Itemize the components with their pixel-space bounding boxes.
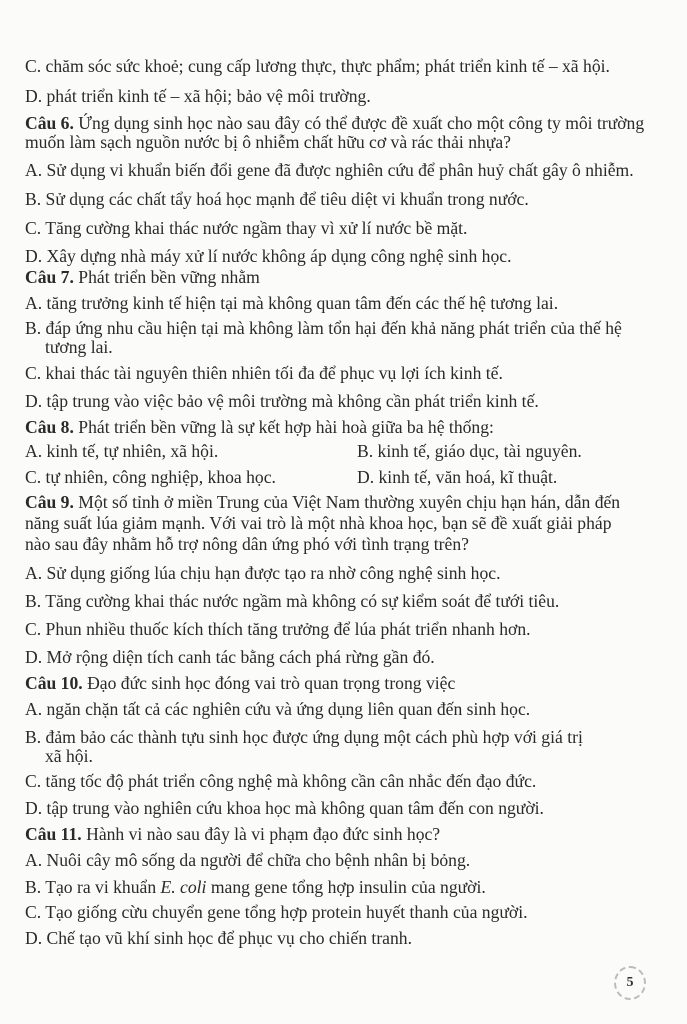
question-label: Câu 9. xyxy=(25,492,74,512)
question-7-stem xyxy=(25,267,260,287)
option-b: B. Sử dụng các chất tẩy hoá học mạnh để tiêu diệt vi khuẩn trong nước. xyxy=(25,189,529,209)
option-d: D. tập trung vào nghiên cứu khoa học mà không quan tâm đến con người. xyxy=(25,798,544,818)
question-8-stem xyxy=(25,417,494,437)
question-9-stem xyxy=(25,492,620,512)
stem-text: Ứng dụng sinh học nào sau đây có thể được đề xuất cho một công ty môi trường xyxy=(78,113,645,133)
question-11-stem xyxy=(25,824,440,844)
option-b: B. đáp ứng nhu cầu hiện tại mà không làm tổn hại đến khả năng phát triển của thế hệ xyxy=(25,318,622,338)
option-b-cont: tương lai. xyxy=(45,337,113,357)
option-text: B. Tạo ra vi khuẩn xyxy=(25,877,161,897)
question-label: Câu 8. xyxy=(25,417,74,437)
stem-text: Phát triển bền vững là sự kết hợp hài hoà giữa ba hệ thống: xyxy=(78,417,494,437)
stem-text: Đạo đức sinh học đóng vai trò quan trọng trong việc xyxy=(87,673,456,693)
stem-text: Phát triển bền vững nhằm xyxy=(78,267,260,287)
question-label: Câu 7. xyxy=(25,267,74,287)
question-9-stem-cont: nào sau đây nhằm hỗ trợ nông dân ứng phó với tình trạng trên? xyxy=(25,534,469,554)
option-c: C. tự nhiên, công nghiệp, khoa học. xyxy=(25,467,276,487)
option-b: B. đảm bảo các thành tựu sinh học được ứng dụng một cách phù hợp với giá trị xyxy=(25,727,583,747)
option-b-cont: xã hội. xyxy=(45,746,93,766)
question-10-stem xyxy=(25,673,455,693)
question-6-stem xyxy=(25,113,644,133)
option-a: A. Sử dụng vi khuẩn biến đổi gene đã được nghiên cứu để phân huỷ chất gây ô nhiễm. xyxy=(25,160,634,180)
option-b: B. kinh tế, giáo dục, tài nguyên. xyxy=(357,441,582,461)
option-c: C. Tạo giống cừu chuyển gene tổng hợp protein huyết thanh của người. xyxy=(25,902,528,922)
option-c: C. khai thác tài nguyên thiên nhiên tối đa để phục vụ lợi ích kinh tế. xyxy=(25,363,503,383)
question-label: Câu 10. xyxy=(25,673,83,693)
option-d: D. kinh tế, văn hoá, kĩ thuật. xyxy=(357,467,558,487)
option-a: A. Nuôi cây mô sống da người để chữa cho bệnh nhân bị bỏng. xyxy=(25,850,471,870)
option-text: mang gene tổng hợp insulin của người. xyxy=(206,877,486,897)
option-d: D. Mở rộng diện tích canh tác bằng cách phá rừng gần đó. xyxy=(25,647,435,667)
question-6-stem-cont: muốn làm sạch nguồn nước bị ô nhiễm chất hữu cơ và rác thải nhựa? xyxy=(25,132,511,152)
option-a: A. kinh tế, tự nhiên, xã hội. xyxy=(25,441,219,461)
stem-text: Một số tỉnh ở miền Trung của Việt Nam thường xuyên chịu hạn hán, dẫn đến xyxy=(78,492,621,512)
question-9-stem-cont: năng suất lúa giảm mạnh. Với vai trò là một nhà khoa học, bạn sẽ đề xuất giải pháp xyxy=(25,513,612,533)
stem-text: Hành vi nào sau đây là vi phạm đạo đức sinh học? xyxy=(86,824,441,844)
option-d: D. tập trung vào việc bảo vệ môi trường mà không cần phát triển kinh tế. xyxy=(25,391,539,411)
option-b xyxy=(25,877,486,897)
option-d: D. phát triển kinh tế – xã hội; bảo vệ môi trường. xyxy=(25,86,371,106)
option-c: C. Tăng cường khai thác nước ngầm thay vì xử lí nước bề mặt. xyxy=(25,218,468,238)
page-number: 5 xyxy=(614,966,646,1000)
option-c: C. chăm sóc sức khoẻ; cung cấp lương thực, thực phẩm; phát triển kinh tế – xã hội. xyxy=(25,56,610,76)
question-label: Câu 6. xyxy=(25,113,74,133)
option-d: D. Chế tạo vũ khí sinh học để phục vụ cho chiến tranh. xyxy=(25,928,412,948)
question-label: Câu 11. xyxy=(25,824,82,844)
option-a: A. tăng trưởng kinh tế hiện tại mà không quan tâm đến các thế hệ tương lai. xyxy=(25,293,559,313)
option-c: C. tăng tốc độ phát triển công nghệ mà không cần cân nhắc đến đạo đức. xyxy=(25,771,537,791)
option-d: D. Xây dựng nhà máy xử lí nước không áp dụng công nghệ sinh học. xyxy=(25,246,512,266)
species-name: E. coli xyxy=(160,877,207,897)
option-b: B. Tăng cường khai thác nước ngầm mà không có sự kiểm soát để tưới tiêu. xyxy=(25,591,560,611)
option-a: A. Sử dụng giống lúa chịu hạn được tạo ra nhờ công nghệ sinh học. xyxy=(25,563,501,583)
option-c: C. Phun nhiều thuốc kích thích tăng trưởng để lúa phát triển nhanh hơn. xyxy=(25,619,531,639)
option-a: A. ngăn chặn tất cả các nghiên cứu và ứng dụng liên quan đến sinh học. xyxy=(25,699,531,719)
